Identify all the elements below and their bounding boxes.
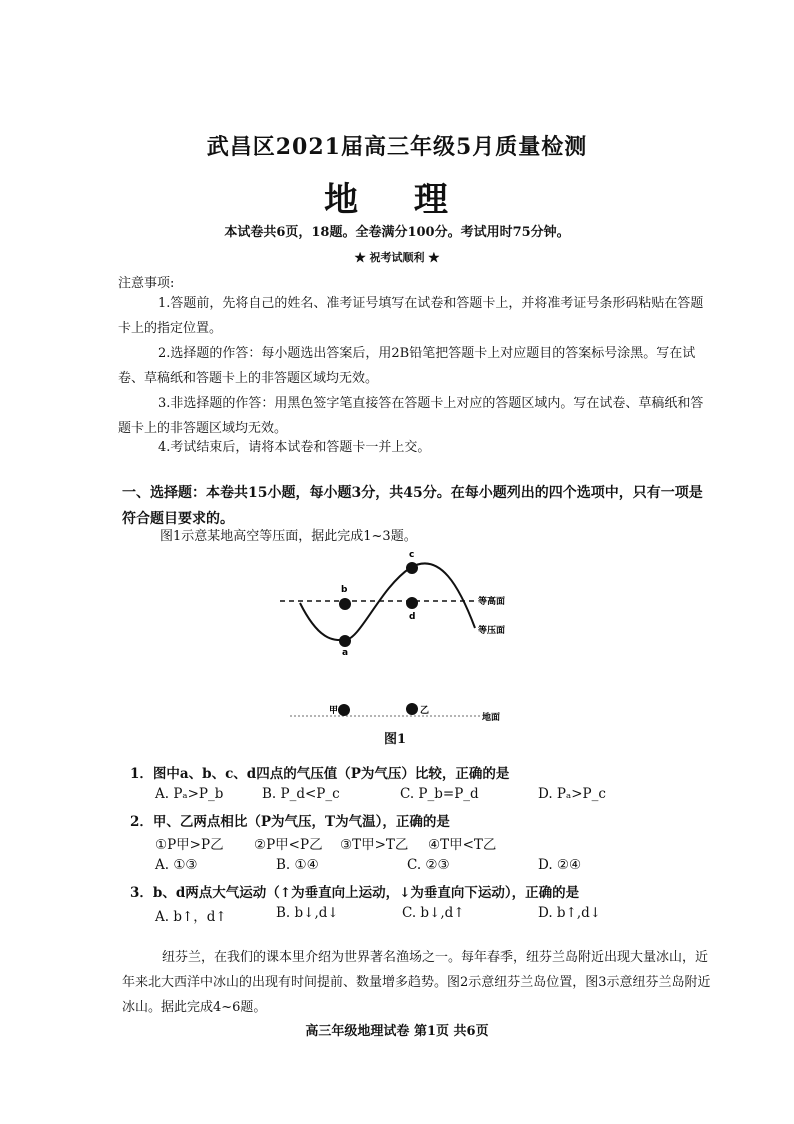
q2-option-a: A. ①③ bbox=[155, 857, 198, 873]
page-footer: 高三年级地理试卷 第1页 共6页 bbox=[305, 1024, 489, 1039]
figure-1-caption: 图1 bbox=[384, 732, 407, 747]
label-b: b bbox=[341, 585, 348, 595]
q1-option-d: D. Pₐ>P_c bbox=[538, 786, 606, 802]
point-yi bbox=[406, 703, 418, 715]
section-heading: 一、选择题：本卷共15小题，每小题3分，共45分。在每小题列出的四个选项中，只有一项是符合题目要求的。 bbox=[122, 485, 703, 527]
q1-option-b: B. P_d<P_c bbox=[262, 786, 340, 802]
exam-info: 本试卷共6页，18题。全卷满分100分。考试用时75分钟。 bbox=[224, 225, 570, 240]
question-3-stem: 3．b、d两点大气运动（↑为垂直向上运动，↓为垂直向下运动），正确的是 bbox=[130, 885, 580, 901]
exam-title: 武昌区2021届高三年级5月质量检测 bbox=[206, 134, 588, 160]
isobar-curve bbox=[300, 563, 475, 640]
label-a: a bbox=[342, 648, 349, 658]
notes-heading: 注意事项: bbox=[118, 276, 175, 291]
q1-option-c: C. P_b=P_d bbox=[400, 786, 479, 802]
label-isobar: 等压面 bbox=[478, 626, 506, 636]
q3-option-b: B. b↓,d↓ bbox=[276, 905, 339, 921]
q3-option-c: C. b↓,d↑ bbox=[402, 905, 465, 921]
label-yi: 乙 bbox=[420, 706, 430, 716]
note-item: 4.考试结束后，请将本试卷和答题卡一并上交。 bbox=[158, 440, 431, 455]
note-item: 3.非选择题的作答：用黑色签字笔直接答在答题卡上对应的答题区域内。写在试卷、草稿纸和答题卡上的非答题区域均无效。 bbox=[118, 396, 704, 436]
subject-title: 地 理 bbox=[324, 180, 470, 220]
label-ground: 地面 bbox=[482, 713, 501, 723]
q2-item-3: ③T甲>T乙 bbox=[340, 837, 409, 853]
figure-intro: 图1示意某地高空等压面，据此完成1~3题。 bbox=[160, 529, 417, 544]
q2-option-b: B. ①④ bbox=[276, 857, 319, 873]
note-item: 1.答题前，先将自己的姓名、准考证号填写在试卷和答题卡上，并将准考证号条形码粘贴在答题卡上的指定位置。 bbox=[118, 296, 704, 336]
q2-item-4: ④T甲<T乙 bbox=[428, 837, 497, 853]
figure-1-isobar-diagram bbox=[270, 548, 520, 748]
passage-newfoundland: 纽芬兰，在我们的课本里介绍为世界著名渔场之一。每年春季，纽芬兰岛附近出现大量冰山，近年来北大西洋中冰山的出现有时间提前、数量增多趋势。图2示意纽芬兰岛位置，图3示意纽芬兰岛附近冰山。据此完成4~6题。 bbox=[122, 950, 711, 1015]
label-isohypse: 等高面 bbox=[478, 597, 506, 607]
point-d bbox=[406, 597, 418, 609]
label-jia: 甲 bbox=[329, 706, 339, 716]
q2-item-1: ①P甲>P乙 bbox=[155, 837, 224, 853]
question-1-stem: 1．图中a、b、c、d四点的气压值（P为气压）比较，正确的是 bbox=[130, 766, 510, 782]
q3-option-a: A. b↑，d↑ bbox=[155, 909, 227, 925]
q3-option-d: D. b↑,d↓ bbox=[538, 905, 602, 921]
note-item: 2.选择题的作答：每小题选出答案后，用2B铅笔把答题卡上对应题目的答案标号涂黑。写在试卷、草稿纸和答题卡上的非答题区域均无效。 bbox=[118, 346, 696, 386]
point-a bbox=[339, 635, 351, 647]
point-jia bbox=[338, 704, 350, 716]
q2-option-d: D. ②④ bbox=[538, 857, 582, 873]
point-c bbox=[406, 562, 418, 574]
label-c: c bbox=[409, 550, 415, 560]
label-d: d bbox=[409, 612, 416, 622]
point-b bbox=[339, 598, 351, 610]
question-2-stem: 2．甲、乙两点相比（P为气压，T为气温），正确的是 bbox=[130, 814, 450, 830]
q2-item-2: ②P甲<P乙 bbox=[254, 837, 323, 853]
good-luck-line: ★ 祝考试顺利 ★ bbox=[354, 251, 440, 264]
q1-option-a: A. Pₐ>P_b bbox=[155, 786, 224, 802]
q2-option-c: C. ②③ bbox=[407, 857, 450, 873]
